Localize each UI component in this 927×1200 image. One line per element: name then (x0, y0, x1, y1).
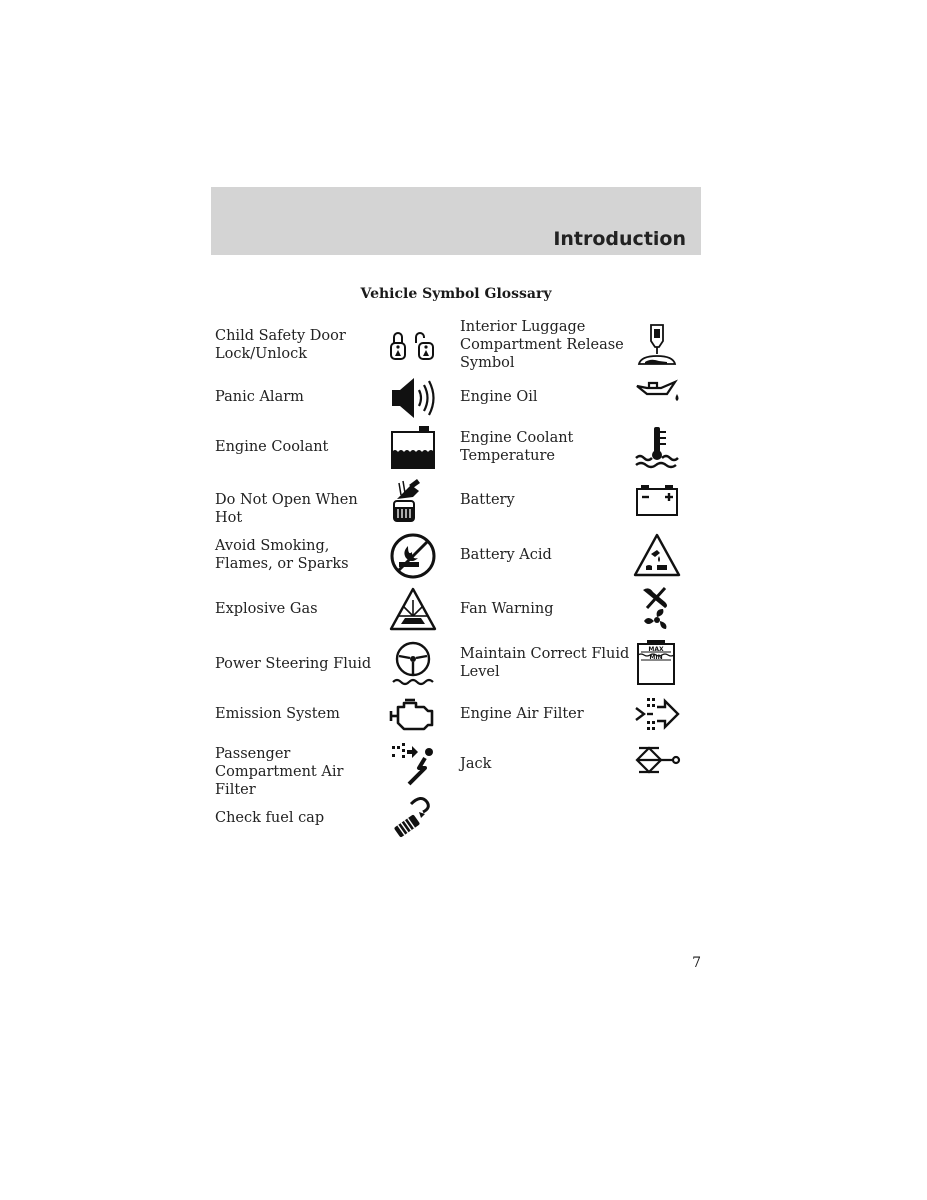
glossary-label: Check fuel cap (215, 810, 325, 826)
glossary-label: Do Not Open When Hot (215, 492, 358, 526)
engine-emission-icon (389, 691, 437, 739)
glossary-label: Maintain Correct Fluid Level (460, 646, 630, 680)
fan-warning-icon (633, 584, 681, 632)
glossary-label: Fan Warning (460, 601, 554, 617)
coolant-temperature-icon (633, 424, 681, 472)
fuel-cap-icon (389, 794, 437, 842)
glossary-label: Jack (460, 756, 492, 772)
glossary-label: Battery (460, 492, 515, 508)
oil-can-icon (633, 372, 681, 420)
battery-icon (633, 477, 681, 525)
child-lock-icon (389, 327, 437, 375)
max-marking: MAX (648, 646, 664, 653)
glossary-label: Avoid Smoking, Flames, or Sparks (215, 538, 349, 572)
battery-acid-warning-icon (633, 532, 681, 580)
glossary-label: Engine Coolant Temperature (460, 430, 574, 464)
section-title: Introduction (553, 228, 686, 250)
panic-alarm-icon (389, 374, 437, 422)
glossary-label: Panic Alarm (215, 389, 304, 405)
glossary-label: Engine Air Filter (460, 706, 584, 722)
coolant-reservoir-icon (389, 424, 437, 472)
glossary-label: Engine Oil (460, 389, 538, 405)
glossary-label: Explosive Gas (215, 601, 318, 617)
trunk-release-icon (633, 322, 681, 370)
jack-icon (633, 736, 681, 784)
fluid-level-icon (633, 638, 681, 686)
glossary-label: Interior Luggage Compartment Release Symbol (460, 319, 624, 371)
min-marking: MIN (649, 654, 663, 661)
power-steering-icon (389, 639, 437, 687)
page-number: 7 (692, 955, 701, 971)
glossary-label: Power Steering Fluid (215, 656, 372, 672)
air-filter-icon (633, 690, 681, 738)
glossary-title: Vehicle Symbol Glossary (360, 286, 552, 302)
glossary-label: Engine Coolant (215, 439, 329, 455)
section-header (211, 187, 701, 255)
explosive-gas-warning-icon (389, 586, 437, 634)
glossary-label: Emission System (215, 706, 340, 722)
cabin-air-filter-icon (389, 740, 437, 788)
glossary-label: Passenger Compartment Air Filter (215, 746, 344, 798)
no-smoking-icon (389, 532, 437, 580)
glossary-label: Child Safety Door Lock/Unlock (215, 328, 346, 362)
glossary-label: Battery Acid (460, 547, 552, 563)
do-not-open-hot-icon (389, 477, 437, 525)
